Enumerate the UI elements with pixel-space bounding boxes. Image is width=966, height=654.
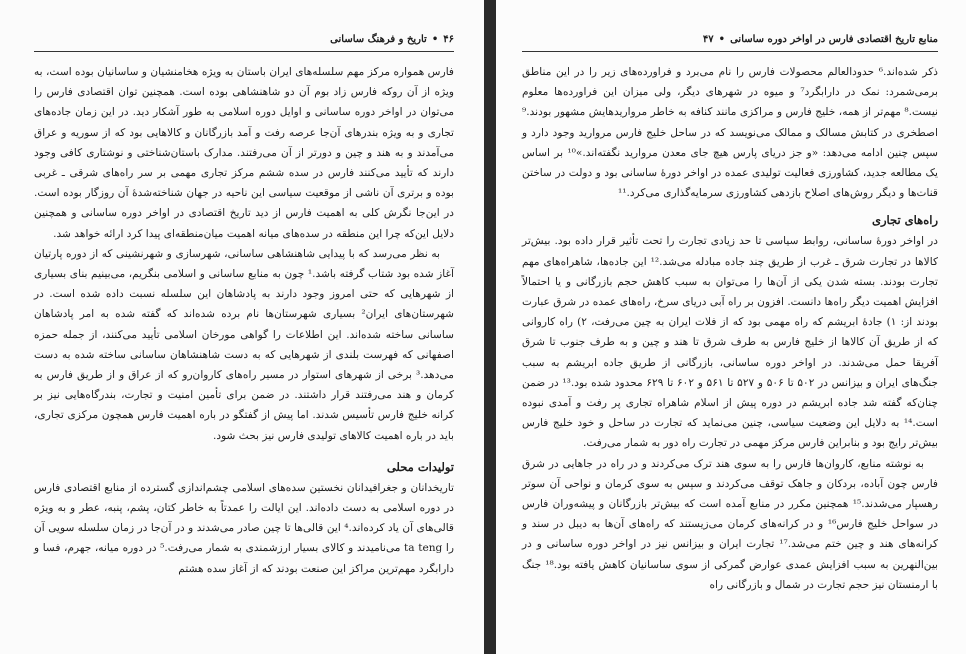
left-page-header — [34, 34, 454, 52]
right-page — [496, 0, 966, 654]
left-paragraph-2: به نظر می‌رسد که با پیدایی شاهنشاهی ساسانی، شهرسازی و شهرنشینی که از دوره پارتیان آغاز شده بود شتاب گرفته باشد.¹ چون به منابع ساسانی و اسلامی بنگریم، می‌بینیم بنای بسیاری از شهرهایی که حتی امروز وجود دارند به پادشاهان این سلسله نسبت داده شده است. در شهرستان‌های ایران² بسیاری شهرستان‌ها نام برده شده‌اند که گفته شده به امر پادشاهان ساسانی ساخته شده‌اند. این اطلاعات را گواهی مورخان اسلامی تأیید می‌کنند، از جمله حمزه اصفهانی که فهرست بلندی از شهرهایی که به دست شاهنشاهان ساسانی ساخته شده به دست می‌دهد.³ برخی از شهرهای استوار در مسیر راه‌های کاروان‌رو که از عراق و از طریق فارس به کرمان و هند می‌رفتند قرار داشتند. در ضمن برای تأمین امنیت و تجارت، بندرگاه‌هایی نیز بر کرانه خلیج فارس تأسیس شدند. اما پیش از گفتگو در باره اهمیت فارس همچون مرکزی تجاری، باید در باره اهمیت کالاهای تولیدی فارس نیز بحث شود. — [34, 247, 454, 442]
left-paragraph-1: فارس همواره مرکز مهم سلسله‌های ایران باستان به ویژه هخامنشیان و ساسانیان بوده است، به ویژه از آن روکه فارس زاد بوم آن دو شاهنشاهی بوده است. همچنین توان اقتصادی فارس را می‌توان در اواخر دوره ساسانی و اوایل دوره اسلامی به طور آشکار دید. در این زمان جاده‌های تجاری و به ویژه بندرهای آن‌جا عرصه رفت و آمد بازرگانان و کالاهایی بود که از سوریه و عراق می‌آمدند و به هند و چین و دورتر از آن می‌رفتند. مدارک باستان‌شناختی و نوشتاری کافی وجود دارند که تأیید می‌کنند فارس در سده ششم مرکز تجاری مهمی بر سر راه‌های شرقی ـ غربی بوده و برتری آن ناشی از موقعیت سیاسی این ناحیه در جهان شناخته‌شدهٔ آن روزگار بوده است. در این‌جا نگرش کلی به اهمیت فارس از دید تاریخ اقتصادی در اواخر دوره ساسانی و همچنین دلایل این‌که چرا این منطقه در سده‌های میانه اهمیت میان‌منطقه‌ای پیدا کرد ارائه خواهد شد. — [34, 66, 454, 240]
right-page-header — [522, 34, 938, 52]
right-page-number: ۴۷ — [702, 34, 714, 45]
left-section-paragraph-1: تاریخدانان و جغرافیدانان نخستین سده‌های اسلامی چشم‌اندازی گسترده از منابع اقتصادی فارس در دوره اسلامی به دست داده‌اند. این ایالت را عمدتاً به خاطر کتان، پشم، پنبه، عطر و به ویژه قالی‌های آن یاد کرده‌اند.⁴ این قالی‌ها تا چین صادر می‌شدند و در آن‌جا در زمان سلسله سویی آن را ta teng می‌نامیدند و کالای بسیار ارزشمندی به شمار می‌رفت.⁵ در دوره میانه، جهرم، فسا و دارابگرد مهم‌ترین مراکز این صنعت بودند که از آغاز سده هشتم — [34, 481, 454, 575]
right-running-title: منابع تاریخ اقتصادی فارس در اواخر دوره ساسانی — [730, 34, 938, 45]
book-gutter — [484, 0, 496, 654]
left-header-separator: • — [431, 34, 439, 45]
right-section-paragraph-2: به نوشته منابع، کاروان‌ها فارس را به سوی هند ترک می‌کردند و در راه در جاهایی در شرق فارس چون آباده، بردکان و جاهک توقف می‌کردند و سپس به سوی کرمان و نواحی آن سوتر رهسپار می‌شدند.¹⁵ همچنین مکرر در منابع آمده است که بیش‌تر بازرگانان و پیشه‌وران فارس در سواحل خلیج فارس¹⁶ و در کرانه‌های کرمان می‌زیستند که راه‌های آن‌ها به دیبل در سند و کرانه‌های هند و چین ختم می‌شد.¹⁷ تجارت ایران و بیزانس نیز در اواخر دوره ساسانی و در بین‌النهرین به سبب افزایش عمدی عوارض گمرکی از سوی ساسانیان کاهش یافته بود.¹⁸ جنگ با ارمنستان نیز حجم تجارت در شمال و بازرگانی راه — [522, 457, 938, 591]
right-section-heading: راه‌های تجاری — [871, 213, 938, 228]
right-paragraph-1: ذکر شده‌اند.⁶ حدودالعالم محصولات فارس را نام می‌برد و فراورده‌های زیر را در این مناطق برمی‌شمرد: نمک در دارابگرد⁷ و میوه در شهرهای دیگر، ولی میزان این فراورده‌ها معلوم نیست.⁸ مهم‌تر از همه، خلیج فارس و مراکزی مانند کنافه به خاطر مرواریدهایش مشهور بودند.⁹ اصطخری در کتابش مسالک و ممالک می‌نویسد که در ساحل خلیج فارس مروارید وجود دارد و سپس چنین ادامه می‌دهد: «و جز دریای پارس هیچ جای معدن مروارید نگفته‌اند.»¹⁰ بر اساس یک مطالعه جدید، کشاورزی فعالیت تولیدی عمده در اواخر دورهٔ ساسانی بود و دولت در ساختن قنات‌ها و دیگر روش‌های اصلاح بازدهی کشاورزی سرمایه‌گذاری می‌کرد.¹¹ — [522, 66, 939, 200]
right-section-paragraph-1: در اواخر دورهٔ ساسانی، روابط سیاسی تا حد زیادی تجارت را تحت تأثیر قرار داده بود. بیش‌تر کالاها در تجارت شرق ـ غرب از طریق چند جاده مبادله می‌شد.¹² این جاده‌ها، شاهراه‌های مهم تجارت بودند. بسته شدن یکی از آن‌ها را می‌توان به سبب کاهش حجم بازرگانی و یا احتمالاً افزایش اهمیت دیگر راه‌ها دانست. افزون بر راه آبی دریای سرخ، راه‌های عمده در شرق عبارت بودند از: ۱) جادهٔ ابریشم که راه مهمی بود که از فلات ایران به چین می‌رفت، ۲) راه کاروانی که از طریق آن کالاها از خلیج فارس به طرف شرق تا هند و چین و به طرف جنوب تا شرق آفریقا حمل می‌شدند. در اواخر دوره ساسانی، بازرگانی از طریق جاده ابریشم به سبب جنگ‌های ایران و بیزانس در ۵۰۲ تا ۵۰۶ و ۵۲۷ تا ۵۶۱ و ۶۰۲ تا ۶۲۹ محدود شده بود.¹³ در ضمن چنان‌که گفته شد جاده ابریشم در دوره پیش از اسلام شاهراه تجاری پر رفت و آمدی نبوده است.¹⁴ به دلایل این وضعیت سیاسی، چنین می‌نماید که تجارت در ساحل و خود خلیج فارس بیش‌تر رایج بود و بنابراین فارس مرکز مهمی در تجارت راه دور به شمار می‌رفت. — [522, 235, 939, 450]
left-page-number: ۴۶ — [443, 34, 454, 45]
right-header-separator: • — [718, 34, 726, 45]
left-running-title: تاریخ و فرهنگ ساسانی — [330, 34, 427, 45]
left-section-heading: تولیدات محلی — [386, 459, 454, 474]
